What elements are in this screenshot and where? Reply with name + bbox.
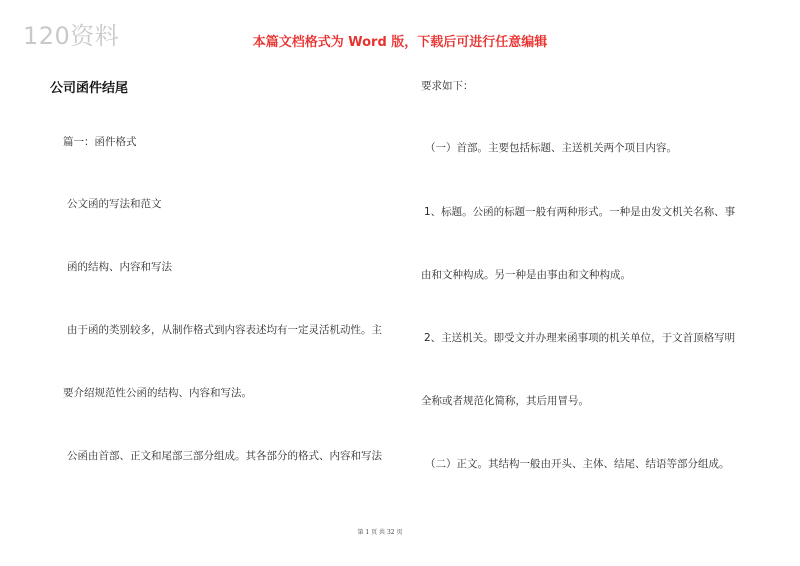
format-banner: 本篇文档格式为 Word 版，下载后可进行任意编辑 xyxy=(252,35,548,50)
page-number: 第 1 页 共 32 页 xyxy=(357,529,403,536)
paragraph-line: 篇一：函件格式 xyxy=(63,136,137,148)
paragraph-line: 函的结构、内容和写法 xyxy=(67,261,172,273)
paragraph-line: （一）首部。主要包括标题、主送机关两个项目内容。 xyxy=(425,142,677,154)
paragraph-line: 要介绍规范性公函的结构、内容和写法。 xyxy=(63,387,252,399)
paragraph-line: 由于函的类别较多，从制作格式到内容表述均有一定灵活机动性。主 xyxy=(67,324,382,336)
paragraph-line: 1、标题。公函的标题一般有两种形式。一种是由发文机关名称、事 xyxy=(424,206,736,218)
paragraph-line: （二）正文。其结构一般由开头、主体、结尾、结语等部分组成。 xyxy=(425,458,730,470)
watermark-logo: 120资料 xyxy=(23,22,120,50)
document-title: 公司函件结尾 xyxy=(50,81,129,96)
paragraph-line: 要求如下： xyxy=(421,80,474,92)
paragraph-line: 由和文种构成。另一种是由事由和文种构成。 xyxy=(421,269,631,281)
paragraph-line: 2、主送机关。即受文并办理来函事项的机关单位，于文首顶格写明 xyxy=(424,332,736,344)
paragraph-line: 全称或者规范化简称，其后用冒号。 xyxy=(421,395,589,407)
paragraph-line: 公文函的写法和范文 xyxy=(67,198,162,210)
paragraph-line: 公函由首部、正文和尾部三部分组成。其各部分的格式、内容和写法 xyxy=(67,450,382,462)
